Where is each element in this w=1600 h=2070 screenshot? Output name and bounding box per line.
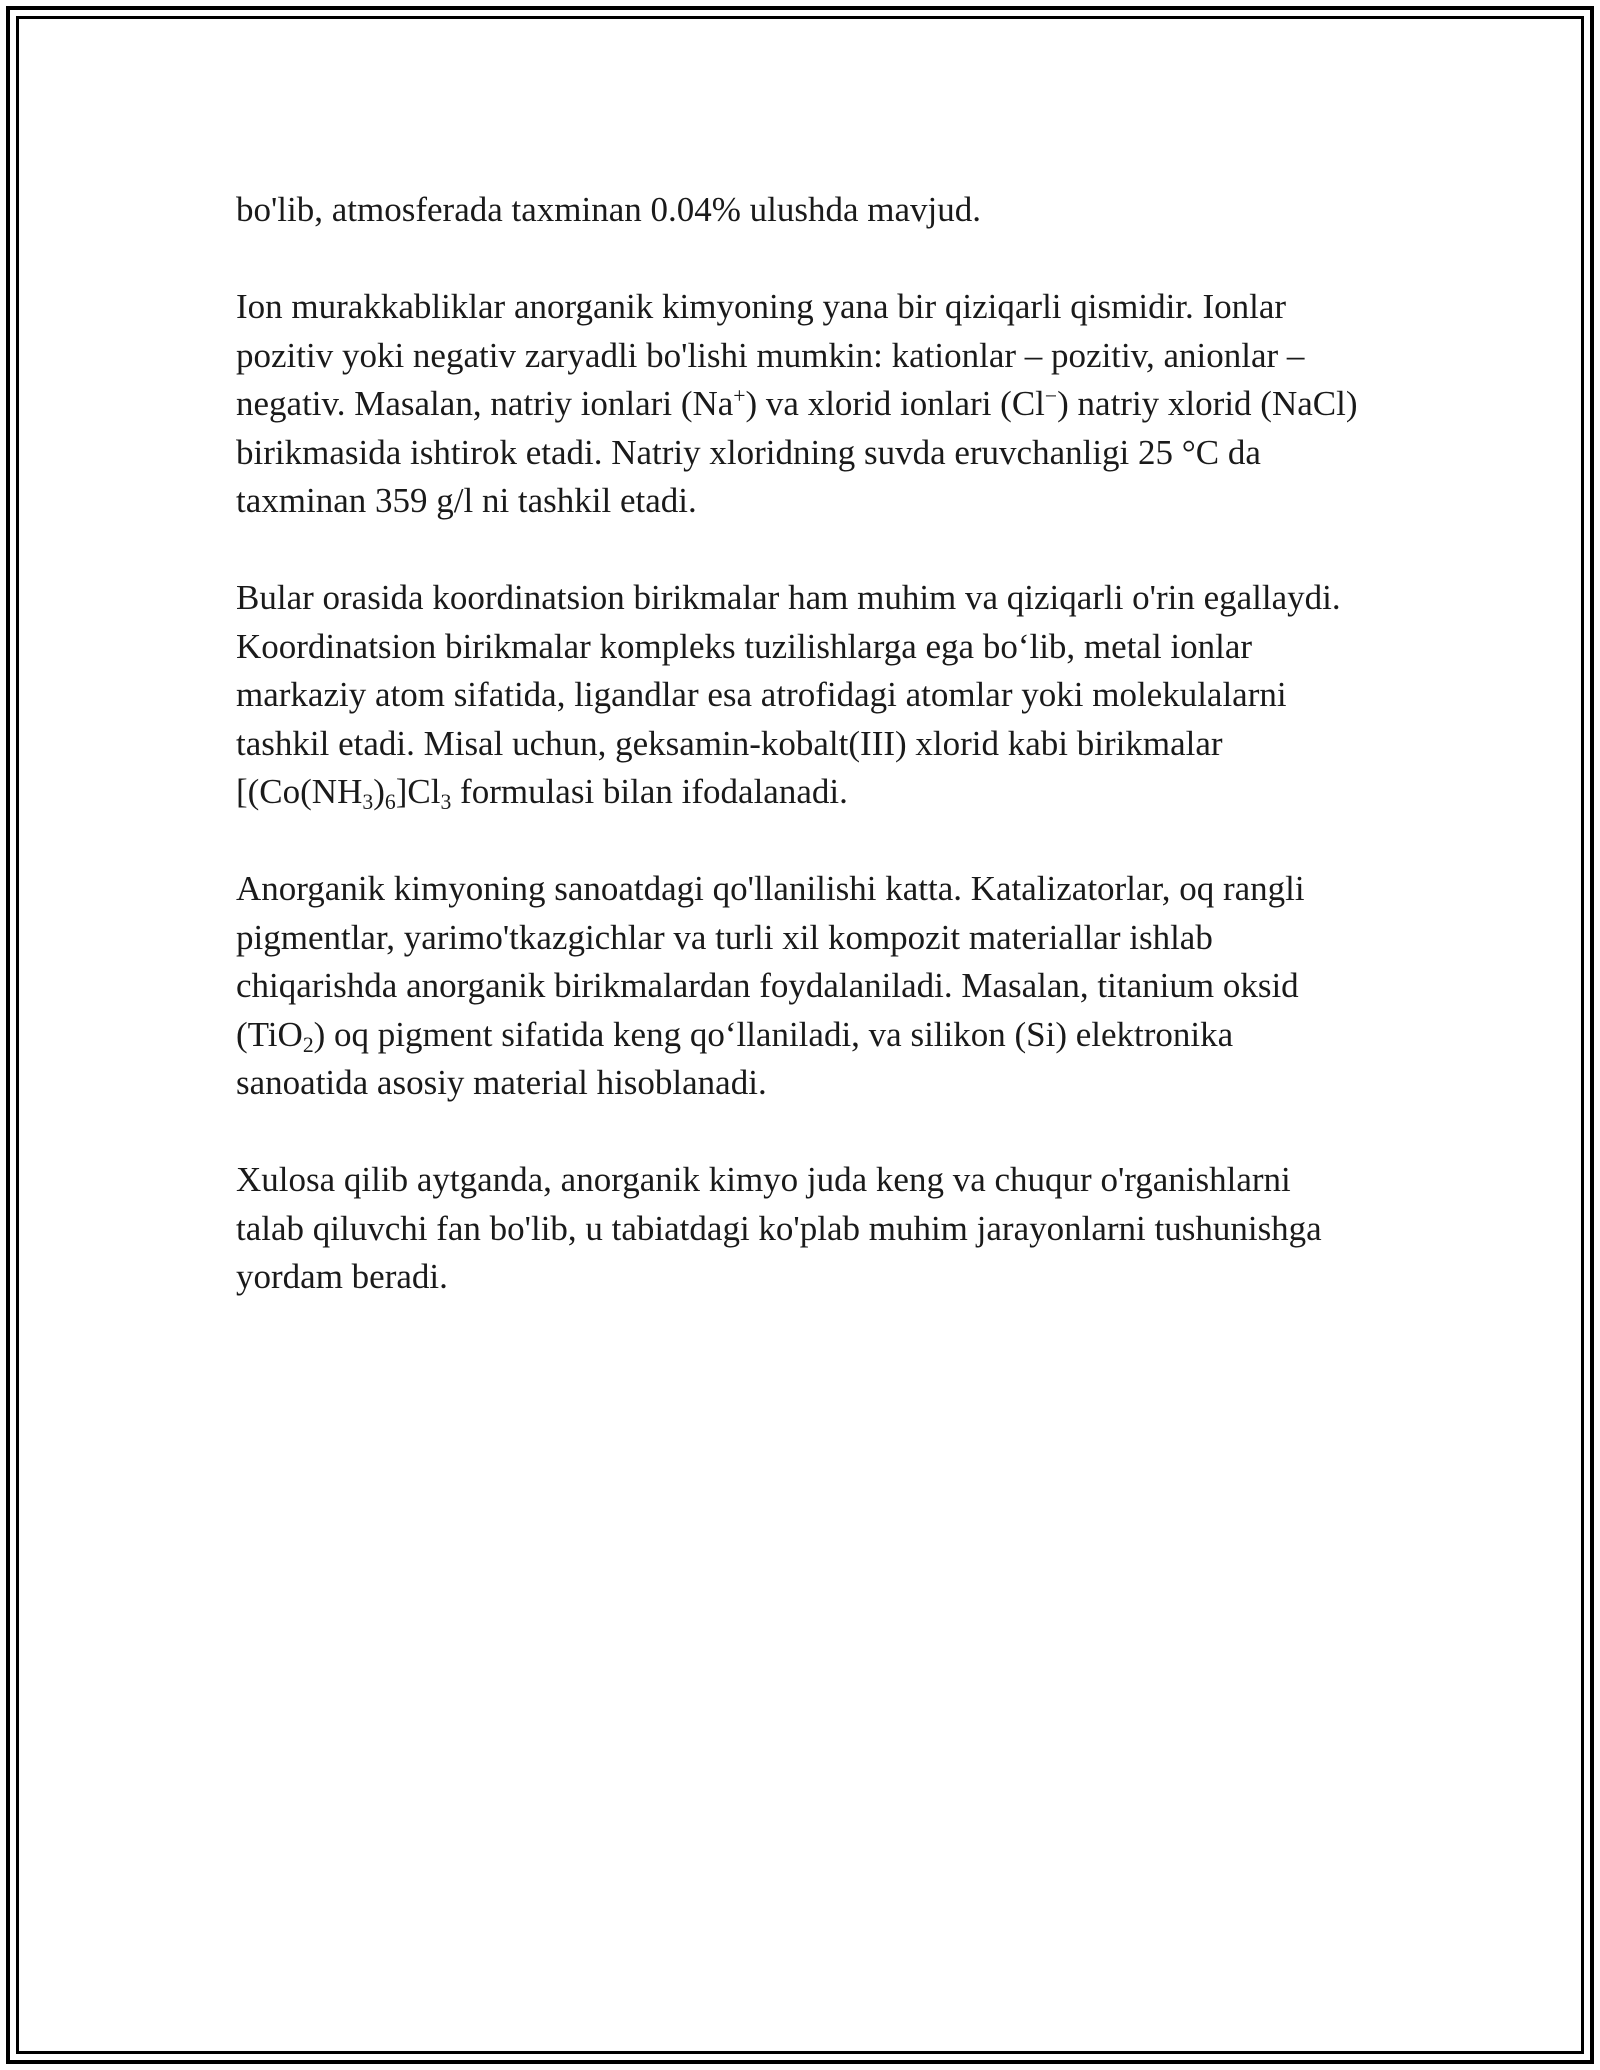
paragraph-coordination-compounds: Bular orasida koordinatsion birikmalar ham muhim va qiziqarli o'rin egallaydi. Koordinatsion birikmalar kompleks tuzilishlarga ega bo‘lib, metal ionlar markaziy atom sifatida, ligandlar esa atrofidagi atomlar yoki molekulalarni tashkil etadi. Misal uchun, geksamin-kobalt(III) xlorid kabi birikmalar [$(Co(NH_3)_6]Cl_3$ formulasi bilan ifodalanadi.: [236, 578, 1341, 815]
paragraph-atmosphere-continuation: bo'lib, atmosferada taxminan 0.04% ulushda mavjud.: [236, 190, 982, 229]
paragraph-conclusion: Xulosa qilib aytganda, anorganik kimyo juda keng va chuqur o'rganishlarni talab qiluvchi fan bo'lib, u tabiatdagi ko'plab muhim jarayonlarni tushunishga yordam beradi.: [236, 1160, 1322, 1296]
chloride-ion-charge: −: [1044, 384, 1058, 409]
sodium-ion-charge: +: [733, 384, 746, 409]
paragraph-ionic-compounds: Ion murakkabliklar anorganik kimyoning yana bir qiziqarli qismidir. Ionlar pozitiv yoki negativ zaryadli bo'lishi mumkin: kationlar – pozitiv, anionlar – negativ. Masalan, natriy ionlari (Na+) va xlorid ionlari (Cl−) natriy xlorid (NaCl) birikmasida ishtirok etadi. Natriy xloridning suvda eruvchanligi 25 °C da taxminan 359 g/l ni tashkil etadi.: [236, 287, 1358, 520]
document-body: [236, 186, 1366, 1350]
paragraph-industrial-applications: Anorganik kimyoning sanoatdagi qo'llanilishi katta. Katalizatorlar, oq rangli pigmentlar, yarimo'tkazgichlar va turli xil kompozit materiallar ishlab chiqarishda anorganik birikmalardan foydalaniladi. Masalan, titanium oksid (TiO$_2$) oq pigment sifatida keng qo‘llaniladi, va silikon (Si) elektronika sanoatida asosiy material hisoblanadi.: [236, 869, 1305, 1102]
